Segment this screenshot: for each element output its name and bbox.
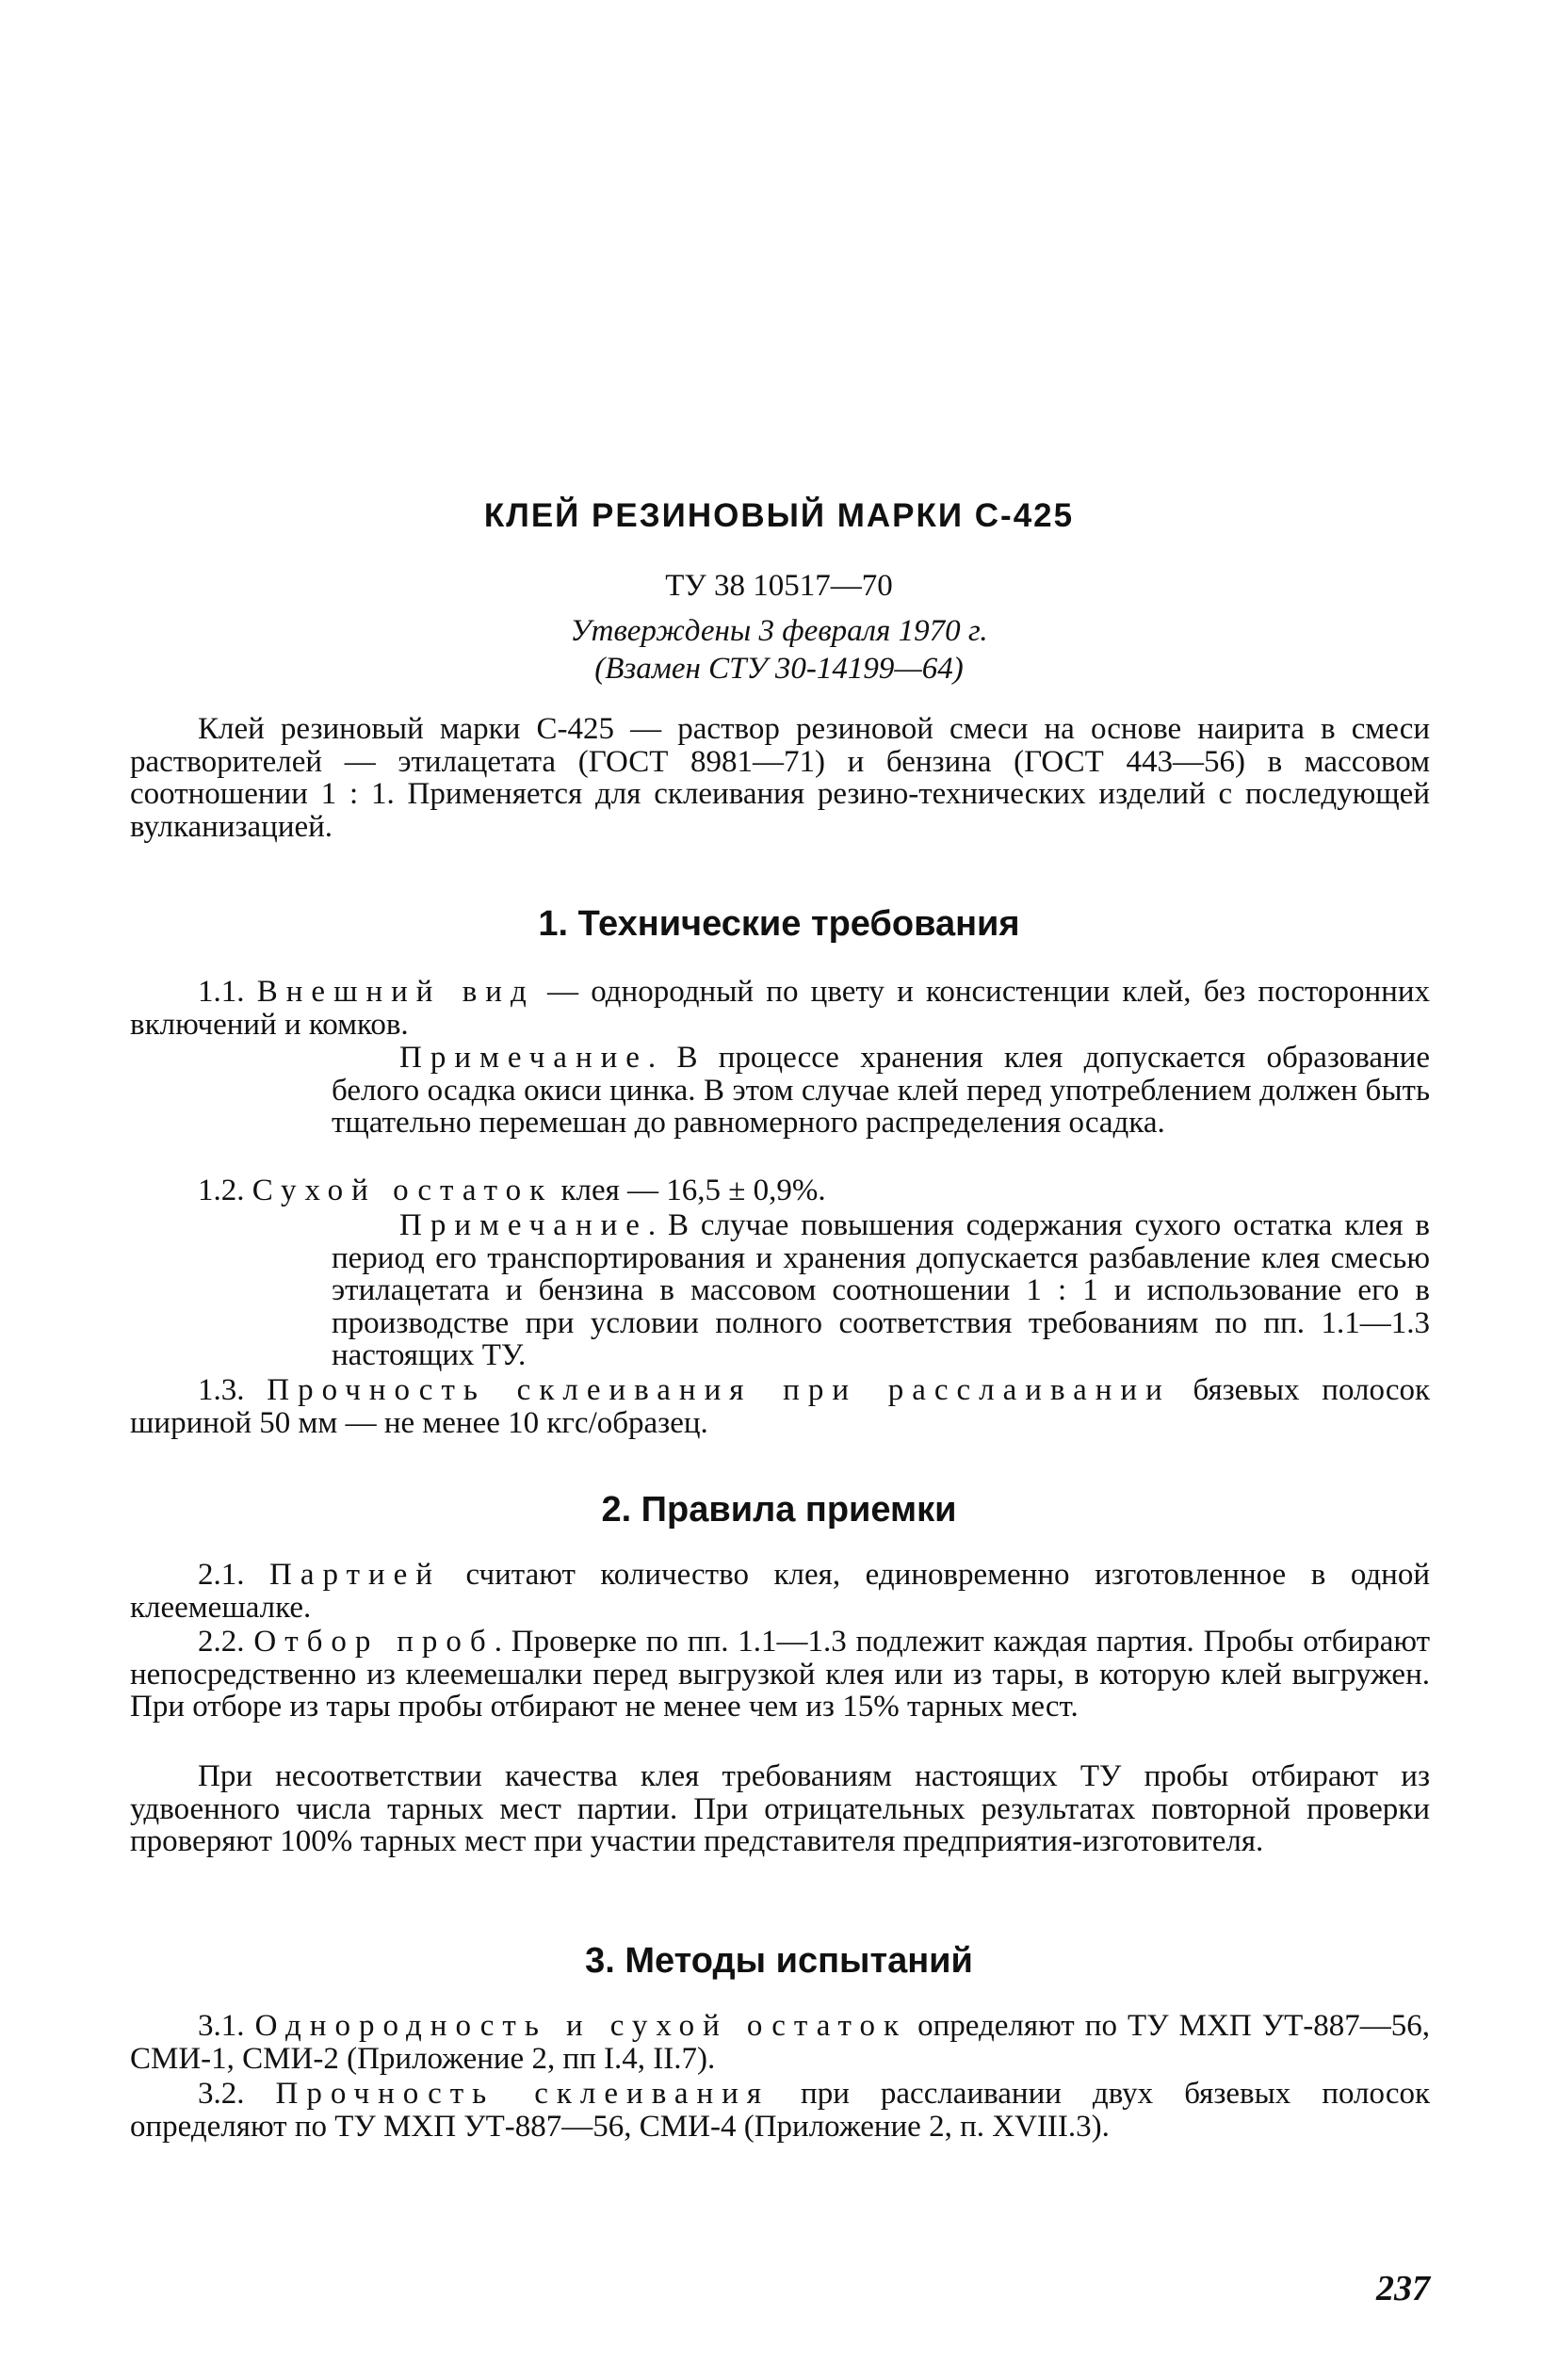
- clause-1-1: [130, 976, 1430, 1041]
- clause-number: 1.1.: [198, 975, 245, 1009]
- clause-text: бязевых полосок шириной 50 мм — не менее 10 кгс/образец.: [130, 1373, 1431, 1440]
- tu-code: ТУ 38 10517—70: [665, 569, 893, 603]
- clause-text: — однородный по цвету и консистенции клей, без посторонних включений и комков.: [130, 975, 1431, 1042]
- clause-number: 3.1.: [198, 2009, 245, 2043]
- intro-paragraph: Клей резиновый марки С-425 — раствор резиновой смеси на основе наирита в смеси растворителей — этилацетата (ГОСТ 8981—71) и бензина (ГОСТ 443—56) в массовом соотношении 1 : 1. Применяется для склеивания резино-технических изделий с последующей вулканизацией.: [130, 712, 1430, 844]
- clause-term: Внешний вид: [256, 975, 535, 1009]
- approval-date: Утверждены 3 февраля 1970 г.: [570, 614, 988, 648]
- clause-3-1: [130, 2010, 1430, 2075]
- clause-1-2: [130, 1174, 1430, 1207]
- clause-term: Однородность и сухой остаток: [254, 2009, 908, 2043]
- clause-term: Прочность склеивания при расслаивании: [267, 1373, 1171, 1407]
- document-title: КЛЕЙ РЕЗИНОВЫЙ МАРКИ С-425: [483, 497, 1075, 534]
- clause-text: определяют по ТУ МХП УТ-887—56, СМИ-1, СМИ-2 (Приложение 2, пп І.4, ІІ.7).: [130, 2009, 1431, 2076]
- section-heading-2: 2. Правила приемки: [601, 1490, 957, 1530]
- section-heading-3: 3. Методы испытаний: [585, 1941, 973, 1981]
- note-text: . В процессе хранения клея допускается образование белого осадка окиси цинка. В этом случае клей перед употреблением должен быть тщательно перемешан до равномерного распределения осадка.: [332, 1041, 1430, 1140]
- clause-number: 2.1.: [198, 1558, 245, 1592]
- clause-term: Партией: [269, 1558, 441, 1592]
- clause-3-2: [130, 2078, 1430, 2143]
- clause-number: 3.2.: [198, 2077, 245, 2111]
- clause-term: Отбор проб: [253, 1625, 495, 1659]
- clause-text: . Проверке по пп. 1.1—1.3 подлежит каждая партия. Пробы отбирают непосредственно из клеемешалки перед выгрузкой клея или из тары, в которую клей выгружен. При отборе из тары пробы отбирают не менее чем из 15% тарных мест.: [130, 1625, 1431, 1724]
- section-heading-1: 1. Технические требования: [538, 904, 1020, 944]
- clause-text: считают количество клея, единовременно изготовленное в одной клеемешалке.: [130, 1558, 1430, 1625]
- clause-term: Прочность склеивания: [275, 2077, 771, 2111]
- clause-number: 1.2.: [198, 1174, 245, 1207]
- clause-number: 2.2.: [198, 1625, 245, 1659]
- replaces-note: (Взамен СТУ 30-14199—64): [594, 652, 964, 686]
- clause-text: при расслаивании двух бязевых полосок определяют по ТУ МХП УТ-887—56, СМИ-4 (Приложение 2, п. XVIII.3).: [130, 2077, 1431, 2144]
- clause-1-3: [130, 1374, 1430, 1439]
- note-2: [332, 1209, 1430, 1372]
- note-term: Примечание: [399, 1041, 648, 1075]
- clause-text: клея — 16,5 ± 0,9%.: [553, 1174, 826, 1207]
- clause-2-1: [130, 1559, 1430, 1624]
- note-term: Примечание: [399, 1208, 648, 1242]
- paragraph-2-3: При несоответствии качества клея требованиям настоящих ТУ пробы отбирают из удвоенного числа тарных мест партии. При отрицательных результатах повторной проверки проверяют 100% тарных мест при участии представителя предприятия-изготовителя.: [130, 1759, 1430, 1858]
- clause-number: 1.3.: [198, 1373, 245, 1407]
- clause-term: Сухой остаток: [252, 1174, 554, 1207]
- clause-2-2: [130, 1626, 1430, 1724]
- page-number: 237: [1376, 2269, 1430, 2308]
- note-1: [332, 1042, 1430, 1140]
- note-text: . В случае повышения содержания сухого остатка клея в период его транспортирования и хранения допускается разбавление клея смесью этилацетата и бензина в массовом соотношении 1 : 1 и использование его в производстве при условии полного соответствия требованиям по пп. 1.1—1.3 настоящих ТУ.: [332, 1208, 1430, 1372]
